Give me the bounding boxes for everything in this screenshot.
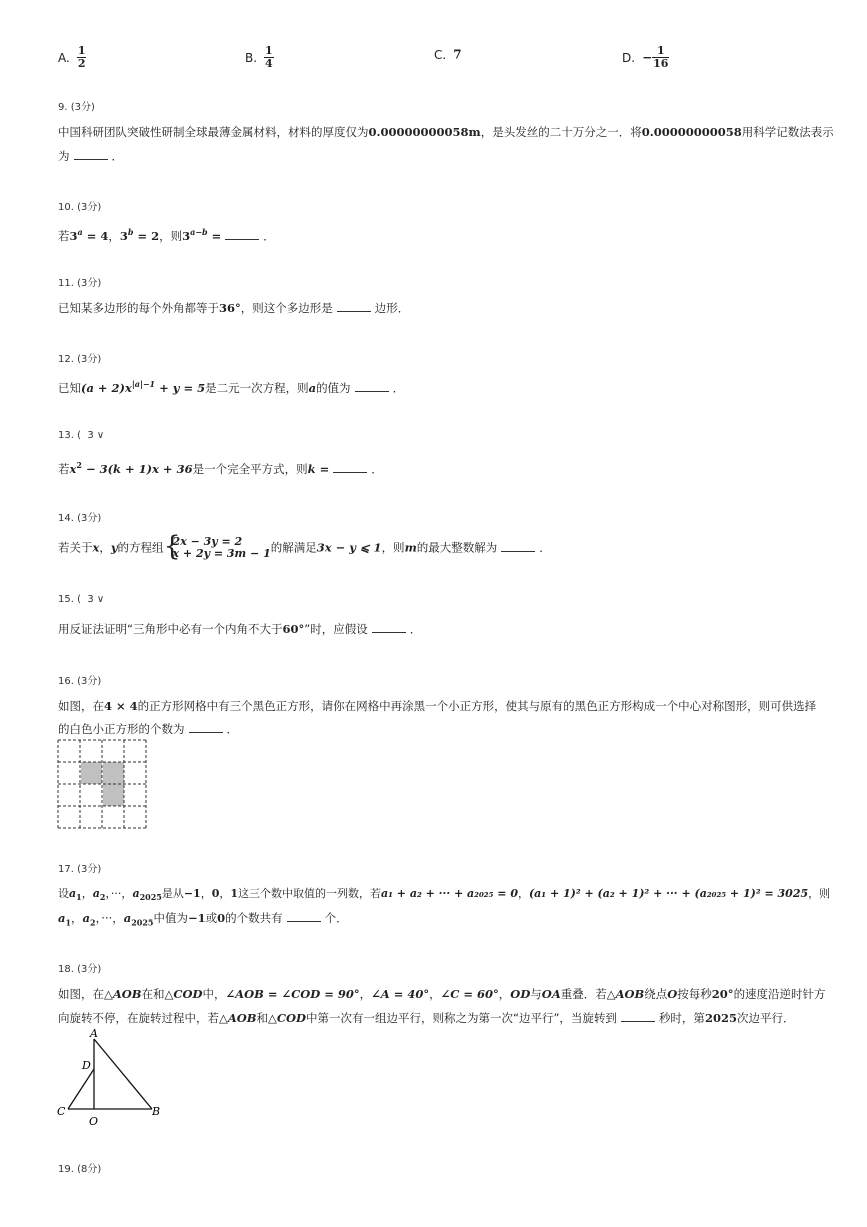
question-text: 用反证法证明“三角形中必有一个内角不大于60°”时，应假设 ．: [58, 622, 422, 636]
question-text: 中国科研团队突破性研制全球最薄金属材料，材料的厚度仅为0.00000000058m，是头发丝的二十万分之一．将0.00000000058用科学记数法表示: [58, 125, 834, 139]
question-number: 11. (3分): [58, 278, 102, 289]
question-text: 设$a_1$，$a_2$，···，$a_{2025}$是从−1，0，1这三个数中取值的一列数，若a₁ + a₂ + ··· + a₂₀₂₅ = 0，(a₁ + 1)² + (a₂ + 1)² + ··· + (a₂₀₂₅ + 1)² = 3025，则: [58, 887, 831, 903]
equation-system: { 2x − 3y = 2 x + 2y = 3m − 1: [163, 531, 271, 562]
answer-blank: [621, 1010, 655, 1022]
question-text: $a_1$，$a_2$，···，$a_{2025}$中值为−1或0的个数共有 个．: [58, 911, 348, 928]
question-number: 16. (3分): [58, 676, 102, 687]
answer-blank: [501, 540, 535, 552]
triangle-figure: [55, 1027, 167, 1129]
fraction: $\frac{1}{2}$: [77, 44, 86, 70]
question-number: 10. (3分): [58, 202, 102, 213]
answer-blank: [189, 721, 223, 733]
question-text: 为 ．: [58, 149, 123, 163]
answer-blank: [225, 228, 259, 240]
question-text: 若$3^a = 4$，$3^b = 2$，则$3^{a-b}$ = ．: [58, 227, 275, 243]
question-number: 12. (3分): [58, 354, 102, 365]
question-text: 若$x^2 - 3(k + 1)x + 36$是一个完全平方式，则k = ．: [58, 460, 383, 476]
question-text: 向旋转不停，在旋转过程中，若△AOB和△COD中第一次有一组边平行，则称之为第一次“边平行”，当旋转到 秒时，第2025次边平行．: [58, 1011, 795, 1025]
point-label-o: O: [89, 1115, 99, 1128]
question-number: 13. ( 3 ∨: [58, 430, 105, 441]
question-text: 若关于x，y的方程组 { 2x − 3y = 2 x + 2y = 3m − 1 的解满足3x − y ⩽ 1，则m的最大整数解为 ．: [58, 531, 551, 562]
answer-blank: [337, 300, 371, 312]
answer-blank: [287, 910, 321, 922]
shaded-square: [103, 784, 124, 806]
question-text: 的白色小正方形的个数为 ．: [58, 722, 238, 736]
grid-figure: [57, 739, 149, 831]
option-c: C. 7: [434, 47, 462, 62]
answer-blank: [372, 621, 406, 633]
shaded-square: [103, 762, 124, 784]
point-label-b: B: [152, 1105, 161, 1118]
answer-blank: [74, 148, 108, 160]
question-text: 如图，在4 × 4的正方形网格中有三个黑色正方形，请你在网格中再涂黑一个小正方形，使其与原有的黑色正方形构成一个中心对称图形，则可供选择: [58, 699, 817, 713]
option-a: A. $\frac{1}{2}$: [58, 44, 86, 70]
point-label-c: C: [57, 1105, 66, 1118]
option-b: B. $\frac{1}{4}$: [245, 44, 273, 70]
question-number: 18. (3分): [58, 964, 102, 975]
point-label-a: A: [90, 1027, 98, 1040]
fraction: $\frac{1}{16}$: [653, 44, 669, 70]
shaded-square: [81, 762, 102, 784]
fraction: $\frac{1}{4}$: [265, 44, 273, 70]
question-text: 已知$(a + 2)x^{|a|-1} + y = 5$是二元一次方程，则a的值为 ．: [58, 379, 405, 395]
answer-blank: [355, 380, 389, 392]
option-d: D. − $\frac{1}{16}$: [622, 44, 669, 70]
question-number: 19. (8分): [58, 1164, 102, 1175]
question-number: 15. ( 3 ∨: [58, 594, 105, 605]
question-number: 17. (3分): [58, 864, 102, 875]
question-number: 14. (3分): [58, 513, 102, 524]
question-text: 已知某多边形的每个外角都等于36°，则这个多边形是 边形．: [58, 301, 410, 315]
question-number: 9. (3分): [58, 102, 95, 113]
point-label-d: D: [82, 1059, 91, 1072]
question-text: 如图，在△AOB在和△COD中，∠AOB = ∠COD = 90°，∠A = 40°，∠C = 60°，OD与OA重叠．若△AOB绕点O按每秒20°的速度沿逆时针方: [58, 987, 826, 1001]
answer-blank: [333, 461, 367, 473]
